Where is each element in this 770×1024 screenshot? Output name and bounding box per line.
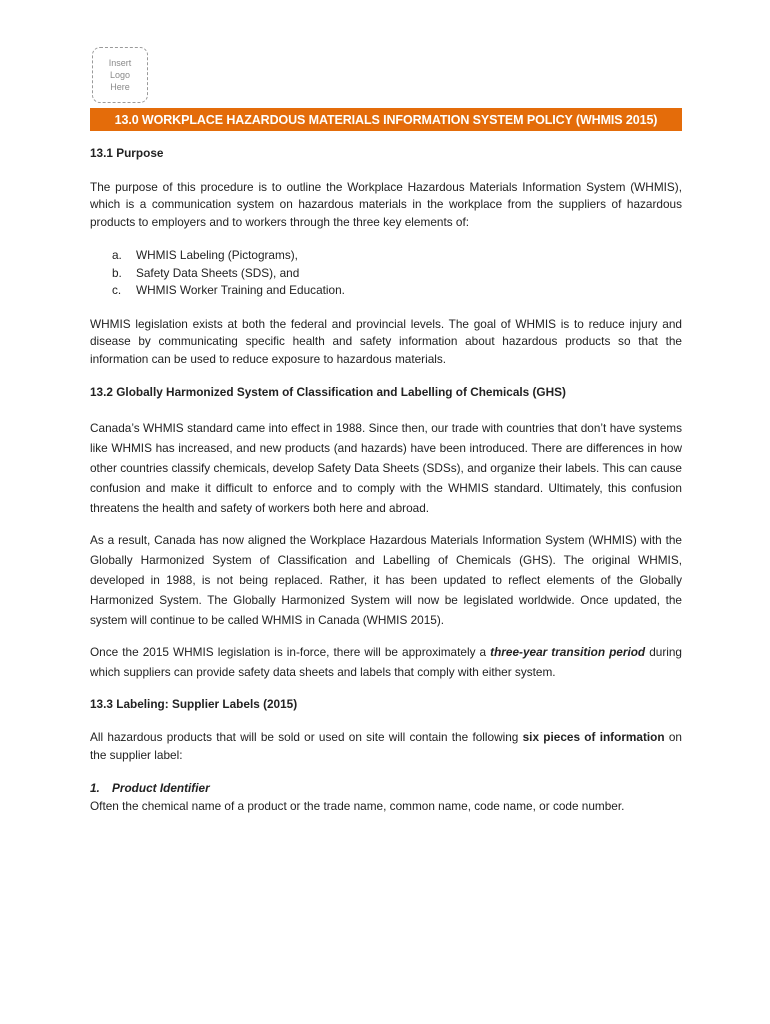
ghs-paragraph-3-end: during which suppliers can provide safety data sheets and labels that comply with either system. [90,644,682,679]
list-marker: c. [112,283,122,297]
labeling-intro-paragraph [90,729,682,764]
logo-text-line-2: Logo [109,70,131,80]
ghs-paragraph-3 [90,642,682,682]
transition-period-emphasis: three-year transition period [490,644,646,659]
list-item-text: WHMIS Labeling (Pictograms), [136,248,298,262]
labeling-heading: 13.3 Labeling: Supplier Labels (2015) [90,696,298,711]
list-marker: b. [112,265,122,280]
ghs-paragraph-2: As a result, Canada has now aligned the Workplace Hazardous Materials Information System (WHMIS) with the Globally Harmonized System of Classification and Labelling of Chemicals (GHS). The original WHMIS, developed in 1988, is not being replaced. Rather, it has been updated to reflect elements of the Globally Harmonized System. The Globally Harmonized System will now be legislated worldwide. Once updated, the system will continue to be called WHMIS in Canada (WHMIS 2015). [90,532,682,627]
six-pieces-emphasis: six pieces of information [522,730,665,744]
logo-text-line-1: Insert [108,58,132,68]
item-number: 1. [90,781,100,795]
list-item [90,247,682,265]
item-title: Product Identifier [112,781,210,795]
product-identifier-text: Often the chemical name of a product or the trade name, common name, code name, or code number. [90,798,625,813]
labeling-intro-end: on the supplier label: [90,730,682,762]
list-item-text: WHMIS Worker Training and Education. [136,283,345,297]
ghs-paragraph-1: Canada’s WHMIS standard came into effect in 1988. Since then, our trade with countries that don’t have systems like WHMIS has increased, and new products (and hazards) have been introduced. There are differences in how other countries classify chemicals, develop Safety Data Sheets (SDSs), and organize their labels. This can cause confusion and make it difficult to enforce and to comply with the WHMIS standard. Ultimately, this confusion threatens the health and safety of workers both here and abroad. [90,420,682,515]
whmis-goal-paragraph: WHMIS legislation exists at both the federal and provincial levels. The goal of WHMIS is to reduce injury and disease by communicating specific health and safety information about hazardous products so that the information can be used to reduce exposure to hazardous materials. [90,316,682,366]
list-item [90,265,682,283]
list-item [90,282,682,300]
list-marker: a. [112,248,122,262]
section-header-bar [90,108,682,131]
ghs-heading: 13.2 Globally Harmonized System of Classification and Labelling of Chemicals (GHS) [90,385,566,399]
key-elements-list [90,247,682,300]
page-title: 13.0 WORKPLACE HAZARDOUS MATERIALS INFORMATION SYSTEM POLICY (WHMIS 2015) [114,112,658,127]
labeling-intro-start: All hazardous products that will be sold or used on site will contain the following [90,730,523,744]
logo-placeholder [92,47,148,103]
logo-text-line-3: Here [110,82,130,92]
purpose-intro-paragraph: The purpose of this procedure is to outline the Workplace Hazardous Materials Information System (WHMIS), which is a communication system on hazardous materials in the workplace from the suppliers of hazardous products to employers and to workers through the three key elements of: [90,179,682,229]
document-body [90,145,682,815]
ghs-paragraph-3-start: Once the 2015 WHMIS legislation is in-force, there will be approximately a [90,644,491,659]
product-identifier-heading [90,780,682,798]
purpose-heading: 13.1 Purpose [90,146,164,160]
list-item-text: Safety Data Sheets (SDS), and [136,265,300,280]
